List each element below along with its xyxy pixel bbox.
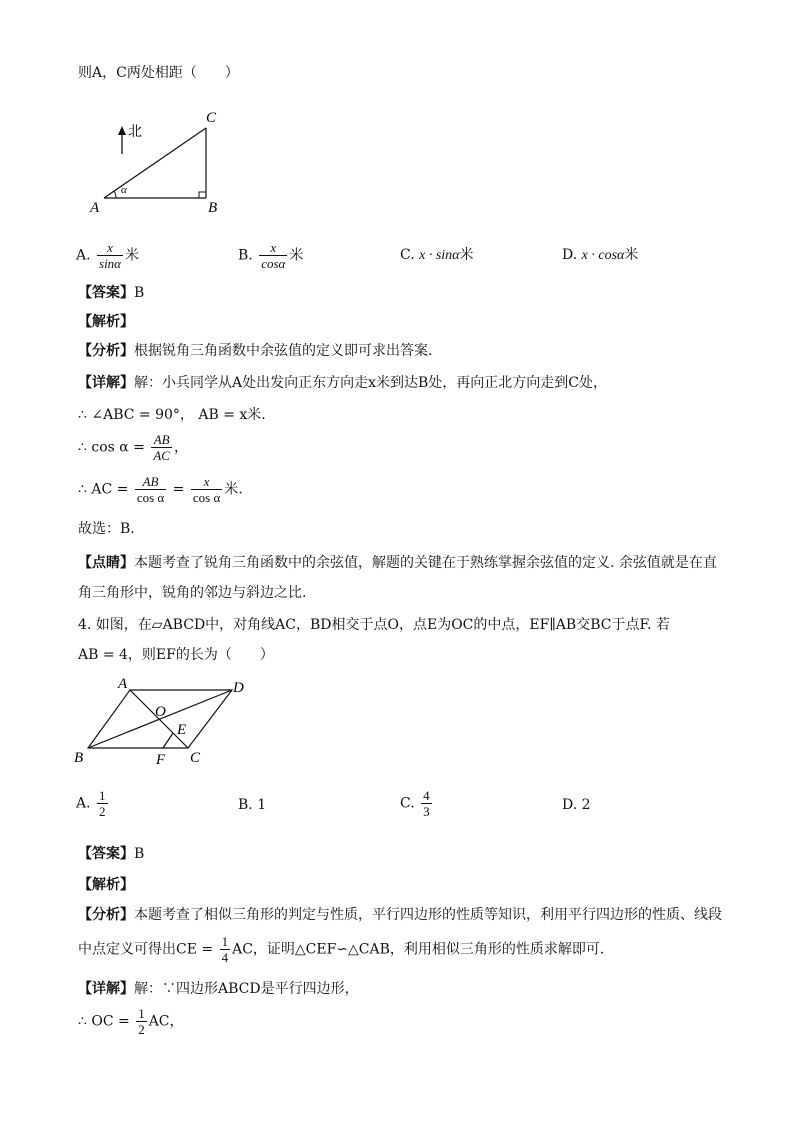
option-d: D. x · cosα米 [562, 247, 639, 263]
q4-fenxi-line-1: 【分析】本题考查了相似三角形的判定与性质，平行四边形的性质等知识，利用平行四边形的性质、线段 [78, 907, 722, 923]
option-c: C. x · sinα米 [400, 247, 474, 263]
triangle-figure [80, 104, 230, 216]
dianjing-line-2: 角三角形中，锐角的邻边与斜边之比. [78, 585, 307, 601]
north-label: 北 [128, 125, 142, 140]
question-stem-tail: 则A，C两处相距（ ） [78, 65, 239, 81]
q4-stem-line-1: 4. 如图，在▱ABCD中，对角线AC，BD相交于点O，点E为OC的中点，EF∥AB交BC于点F. 若 [78, 617, 670, 633]
point-e-label: E [177, 722, 187, 738]
q4-analysis-tag: 【解析】 [78, 877, 134, 893]
q4-stem-line-2: AB = 4，则EF的长为（ ） [78, 647, 274, 663]
north-arrow-icon [118, 126, 126, 135]
step-2: ∴ cos α = $\frac{AB}{AC}$ ， [78, 432, 188, 463]
angle-alpha-label: α [121, 184, 127, 196]
xiangjie-line: 【详解】解：小兵同学从A处出发向正东方向走x米到达B处，再向正北方向走到C处， [78, 375, 608, 391]
option-a: A. $\frac{x}{\sin\alpha}$ 米 [76, 240, 140, 271]
q4-xiangjie-line: 【详解】解：∵四边形ABCD是平行四边形， [78, 981, 359, 997]
q4-option-d: D. 2 [562, 797, 591, 813]
point-o-label: O [155, 704, 166, 720]
option-b: B. $\frac{x}{\cos\alpha}$ 米 [238, 240, 304, 271]
q4-answer-line: 【答案】B [78, 846, 145, 862]
step-3: ∴ AC = $\frac{AB}{\text{cos α}}$ = $\frac{x}{\text{cos α}}$ 米. [78, 474, 243, 505]
analysis-tag: 【解析】 [78, 314, 134, 330]
parallelogram-figure [70, 674, 260, 768]
point-b-label: B [74, 750, 84, 766]
fenxi-line: 【分析】根据锐角三角函数中余弦值的定义即可求出答案. [78, 343, 433, 359]
q4-option-a: A. $\frac{1}{2}$ [76, 788, 106, 819]
point-d-label: D [233, 680, 244, 696]
answer-line: 【答案】B [78, 285, 145, 301]
q4-option-b: B. 1 [238, 797, 267, 813]
step-1: ∴ ∠ABC = 90°， AB = x米. [78, 407, 266, 423]
point-c-label: C [206, 110, 217, 126]
point-b-label: B [208, 200, 218, 216]
q4-option-c: C. $\frac{4}{3}$ [400, 788, 430, 819]
dianjing-line-1: 【点睛】本题考查了锐角三角函数中的余弦值，解题的关键在于熟练掌握余弦值的定义. 余弦值就是在直 [78, 555, 717, 571]
q4-step-1: ∴ OC = $\frac{1}{2}$ AC， [78, 1006, 184, 1037]
point-c-label: C [190, 750, 201, 766]
point-f-label: F [156, 752, 166, 768]
q4-fenxi-line-2: 中点定义可得出CE = $\frac{1}{4}$ AC，证明△CEF∽△CAB，利用相似三角形的性质求解即可. [78, 934, 605, 965]
point-a-label: A [118, 676, 128, 692]
choose-line: 故选：B． [78, 521, 145, 537]
point-a-label: A [90, 200, 100, 216]
